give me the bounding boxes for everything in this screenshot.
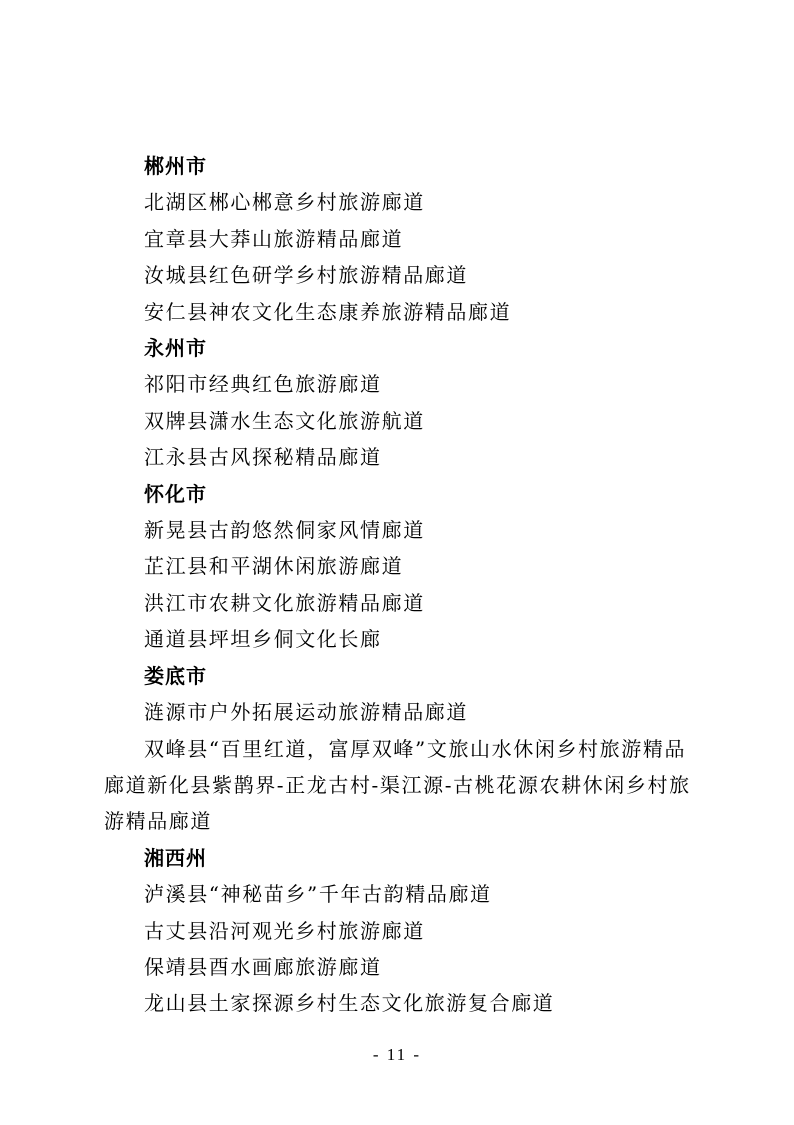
list-item: 汝城县红色研学乡村旅游精品廊道 (144, 263, 468, 288)
document-body (104, 148, 704, 1022)
list-item: 祁阳市经典红色旅游廊道 (144, 372, 382, 397)
section-heading-huaihua: 怀化市 (144, 481, 207, 506)
list-item: 古丈县沿河观光乡村旅游廊道 (144, 918, 425, 943)
list-item: 泸溪县“神秘苗乡”千年古韵精品廊道 (144, 882, 492, 907)
list-item: 涟源市户外拓展运动旅游精品廊道 (144, 700, 468, 725)
list-item: 新晃县古韵悠然侗家风情廊道 (144, 518, 425, 543)
list-item: 保靖县酉水画廊旅游廊道 (144, 954, 382, 979)
list-item: 双牌县潇水生态文化旅游航道 (144, 408, 425, 433)
section-heading-chenzhou: 郴州市 (144, 154, 207, 178)
section-heading-loudi: 娄底市 (144, 663, 207, 688)
list-item: 洪江市农耕文化旅游精品廊道 (144, 590, 425, 615)
list-item: 安仁县神农文化生态康养旅游精品廊道 (144, 299, 512, 324)
page-number: - 11 - (372, 1045, 422, 1064)
section-heading-xiangxi: 湘西州 (144, 845, 207, 870)
section-heading-yongzhou: 永州市 (144, 336, 207, 361)
list-item: 江永县古风探秘精品廊道 (144, 445, 382, 470)
list-item: 龙山县土家探源乡村生态文化旅游复合廊道 (144, 991, 555, 1016)
list-item: 通道县坪坦乡侗文化长廊 (144, 627, 382, 652)
list-item: 芷江县和平湖休闲旅游廊道 (144, 554, 404, 579)
list-item: 北湖区郴心郴意乡村旅游廊道 (144, 190, 425, 215)
list-item: 宜章县大莽山旅游精品廊道 (144, 226, 404, 251)
list-paragraph: 双峰县“百里红道，富厚双峰”文旅山水休闲乡村旅游精品廊道新化县紫鹊界-正龙古村-渠江源-古桃花源农耕休闲乡村旅游精品廊道 (104, 736, 691, 834)
